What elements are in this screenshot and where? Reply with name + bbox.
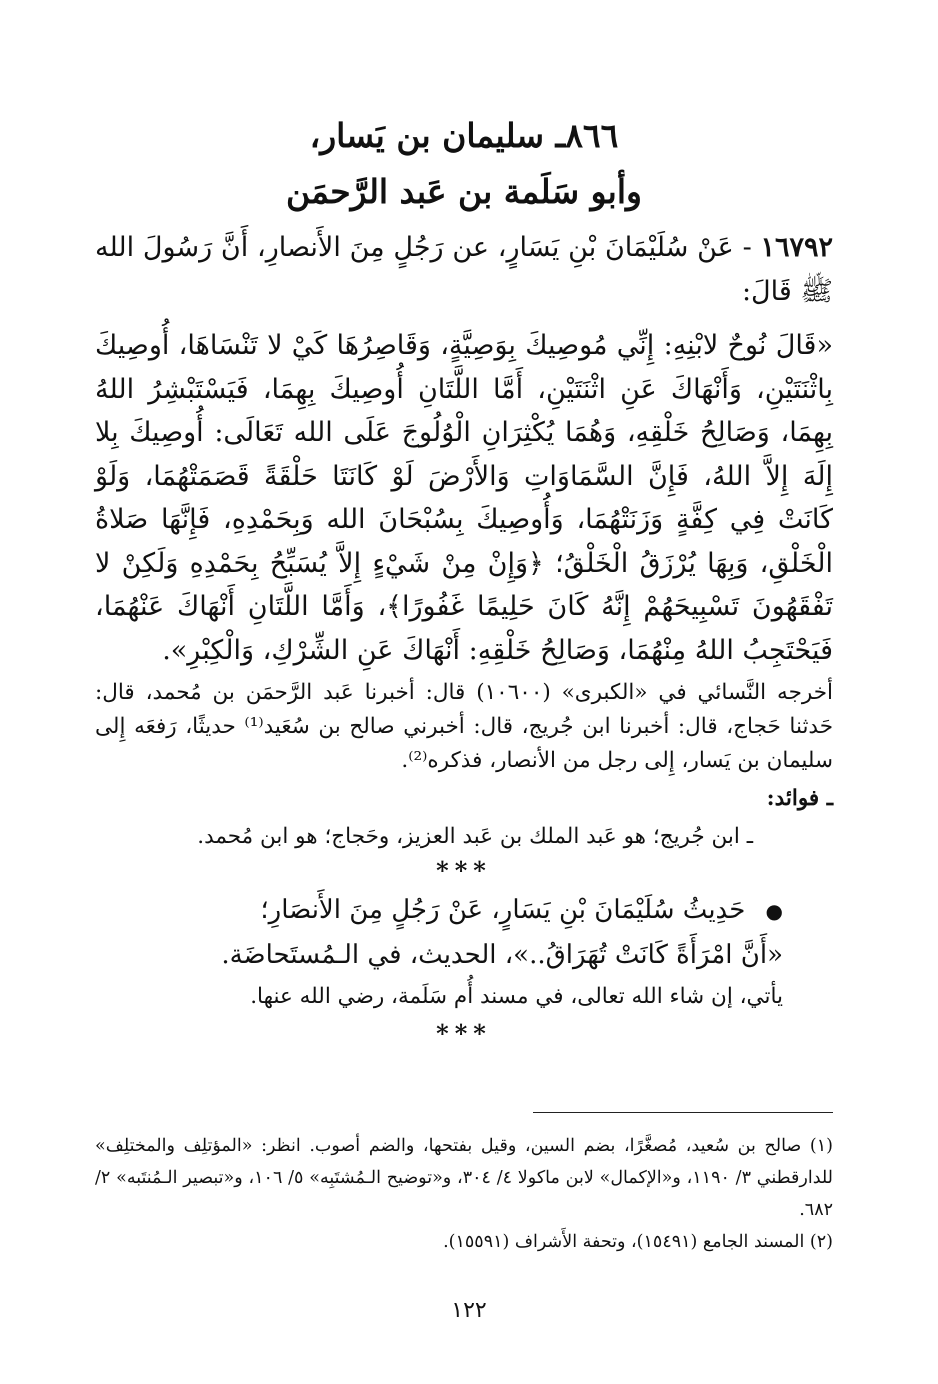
hadith-matn: «قَالَ نُوحٌ لابْنِهِ: إِنِّي مُوصِيكَ بِوَصِيَّةٍ، وَقَاصِرُهَا كَيْ لا تَنْسَاهَا، أُوصِيكَ بِاثْنَتَيْنِ، وَأَنْهَاكَ عَنِ اثْنَتَيْنِ، أَمَّا اللَّتَانِ أُوصِيكَ بِهِمَا، فَيَسْتَبْشِرُ اللهُ بِهِمَا، وَصَالِحُ خَلْقِهِ، وَهُمَا يُكْثِرَانِ الْوُلُوجَ عَلَى الله تَعَالَى: أُوصِيكَ بِلا إِلَهَ إِلاَّ اللهُ، فَإِنَّ السَّمَاوَاتِ وَالأَرْضَ لَوْ كَانَتَا حَلْقَةً قَصَمَتْهُمَا، وَلَوْ كَانَتْ فِي كِفَّةٍ وَزَنَتْهُمَا، وَأُوصِيكَ بِسُبْحَانَ الله وَبِحَمْدِهِ، فَإِنَّهَا صَلاةُ الْخَلْقِ، وَبِهَا يُرْزَقُ الْخَلْقُ؛ ﴿وَإِنْ مِنْ شَيْءٍ إِلاَّ يُسَبِّحُ بِحَمْدِهِ وَلَكِنْ لا تَفْقَهُونَ تَسْبِيحَهُمْ إِنَّهُ كَانَ حَلِيمًا غَفُورًا﴾، وَأَمَّا اللَّتَانِ أَنْهَاكَ عَنْهُمَا، فَيَحْتَجِبُ اللهُ مِنْهُمَا، وَصَالِحُ خَلْقِهِ: أَنْهَاكَ عَنِ الشِّرْكِ، وَالْكِبْرِ». <box>95 330 833 666</box>
next-hadith-title: حَدِيثُ سُلَيْمَانَ بْنِ يَسَارٍ، عَنْ رَجُلٍ مِنَ الأَنصَارِ؛ <box>260 895 746 925</box>
takhrij-paragraph: أخرجه النَّسائي في «الكبرى» (١٠٦٠٠) قال: أخبرنا عَبد الرَّحمَن بن مُحمد، قال: حَدثنا حَجاج، قال: أخبرنا ابن جُريج، قال: أخبرني صالح بن سُعَيد⁽¹⁾ حديثًا، رَفعَه إِلى سليمان بن يَسار، إِلى رجل من الأنصار، فذكره⁽²⁾. <box>95 680 833 773</box>
footnote-divider <box>533 1112 833 1113</box>
chapter-title-line-2: وأبو سَلَمة بن عَبد الرَّحمَن <box>286 172 642 211</box>
fawaid-item: ـ ابن جُريج؛ هو عَبد الملك بن عَبد العزيز، وحَجاج؛ هو ابن مُحمد. <box>197 824 753 849</box>
next-hadith-line-1 <box>95 888 833 933</box>
bullet-icon: ● <box>765 899 783 923</box>
separator-stars-bottom: *** <box>436 1019 492 1048</box>
hadith-isnad: عَنْ سُلَيْمَانَ بْنِ يَسَارٍ، عن رَجُلٍ مِنَ الأَنصارِ، أَنَّ رَسُولَ الله ﷺ قَالَ: <box>95 232 833 307</box>
footnotes <box>95 1130 833 1258</box>
footnote-2: (٢) المسند الجامع (١٥٤٩١)، وتحفة الأَشراف (١٥٥٩١). <box>443 1232 833 1252</box>
hadith-heading: ١٦٧٩٢ - عَنْ سُلَيْمَانَ بْنِ يَسَارٍ، عن رَجُلٍ مِنَ الأَنصارِ، أَنَّ رَسُولَ الله ﷺ قَالَ: <box>95 232 833 307</box>
hadith-number: ١٦٧٩٢ <box>760 232 833 263</box>
next-hadith-line-2: «أَنَّ امْرَأَةً كَانَتْ تُهَرَاقُ..»، الحديث، في الـمُستَحاضَة. <box>221 940 783 970</box>
next-hadith-note: يأتي، إن شاء الله تعالى، في مسند أُم سَلَمة، رضي الله عنها. <box>250 984 783 1009</box>
fawaid-heading: ـ فوائد: <box>766 786 833 811</box>
footnote-1: (١) صالح بن سُعيد، مُصغَّرًا، بضم السين، وقيل بفتحها، والضم أصوب. انظر: «المؤتلِف والمختلِف» للدارقطني ٣/ ١١٩٠، و«الإكمال» لابن ماكولا ٤/ ٣٠٤، و«توضيح الـمُشتَبِه» ٥/ ١٠٦، و«تبصير الـمُنتَبه» ٢/ ٦٨٢. <box>95 1136 834 1220</box>
chapter-title-line-1: ٨٦٦ـ سليمان بن يَسار، <box>309 116 619 155</box>
separator-stars: *** <box>436 856 492 885</box>
page-number: ١٢٢ <box>451 1298 487 1323</box>
